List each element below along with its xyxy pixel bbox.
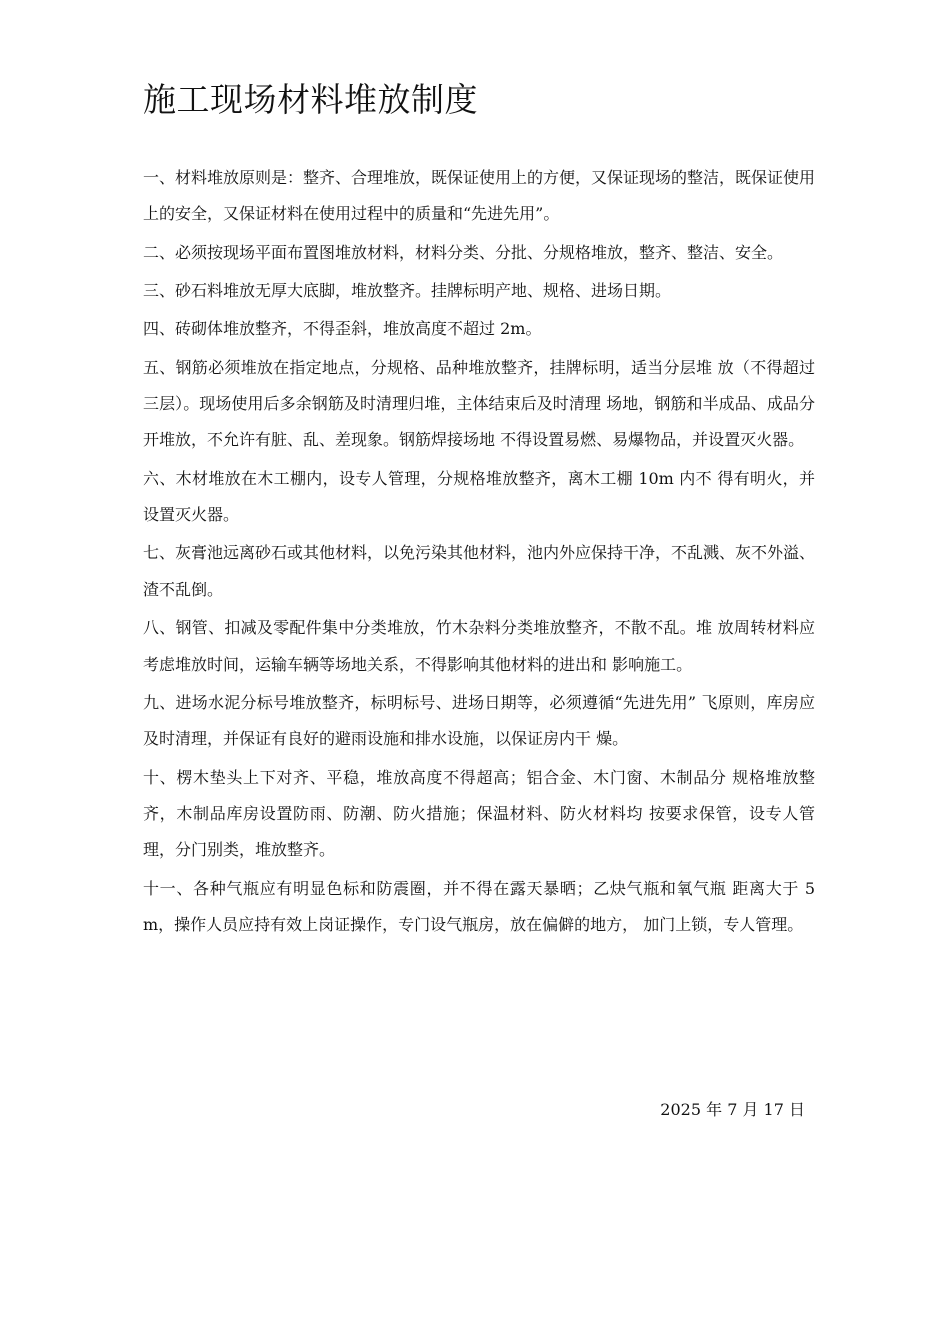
paragraph-4: 四、砖砌体堆放整齐，不得歪斜，堆放高度不超过 2m。 bbox=[143, 319, 542, 339]
document-date: 2025 年 7 月 17 日 bbox=[660, 1100, 805, 1119]
paragraph-7: 七、灰膏池远离砂石或其他材料，以免污染其他材料，池内外应保持干净，不乱溅、灰不外溢、渣不乱倒。 bbox=[143, 543, 816, 599]
document-title: 施工现场材料堆放制度 bbox=[143, 80, 478, 119]
paragraph-1: 一、材料堆放原则是：整齐、合理堆放，既保证使用上的方便，又保证现场的整洁，既保证使用上的安全，又保证材料在使用过程中的质量和“先进先用”。 bbox=[143, 168, 816, 224]
paragraph-3: 三、砂石料堆放无厚大底脚，堆放整齐。挂牌标明产地、规格、进场日期。 bbox=[143, 281, 672, 300]
document-body bbox=[143, 160, 815, 945]
paragraph-8: 八、钢管、扣减及零配件集中分类堆放，竹木杂料分类堆放整齐，不散不乱。堆 放周转材料应考虑堆放时间，运输车辆等场地关系，不得影响其他材料的进出和 影响施工。 bbox=[143, 618, 815, 674]
paragraph-10: 十、楞木垫头上下对齐、平稳，堆放高度不得超高；铝合金、木门窗、木制品分 规格堆放整齐，木制品库房设置防雨、防潮、防火措施；保温材料、防火材料均 按要求保管，设专人管理，分门别类，堆放整齐。 bbox=[143, 767, 815, 860]
paragraph-2: 二、必须按现场平面布置图堆放材料，材料分类、分批、分规格堆放，整齐、整洁、安全。 bbox=[143, 242, 784, 262]
paragraph-5: 五、钢筋必须堆放在指定地点，分规格、品种堆放整齐，挂牌标明，适当分层堆 放（不得超过三层）。现场使用后多余钢筋及时清理归堆，主体结束后及时清理 场地，钢筋和半成品、成品分开堆放，不允许有脏、乱、差现象。钢筋焊接场地 不得设置易燃、易爆物品，并设置灭火器。 bbox=[143, 357, 815, 450]
paragraph-9: 九、进场水泥分标号堆放整齐，标明标号、进场日期等，必须遵循“先进先用” 飞原则，库房应及时清理，并保证有良好的避雨设施和排水设施，以保证房内干 燥。 bbox=[143, 692, 815, 749]
paragraph-11: 十一、各种气瓶应有明显色标和防震圈，并不得在露天暴晒；乙炔气瓶和氧气瓶 距离大于 5m，操作人员应持有效上岗证操作，专门设气瓶房，放在偏僻的地方， 加门上锁，专人管理。 bbox=[143, 878, 815, 935]
paragraph-6: 六、木材堆放在木工棚内，设专人管理，分规格堆放整齐，离木工棚 10m 内不 得有明火，并设置灭火器。 bbox=[143, 468, 815, 525]
